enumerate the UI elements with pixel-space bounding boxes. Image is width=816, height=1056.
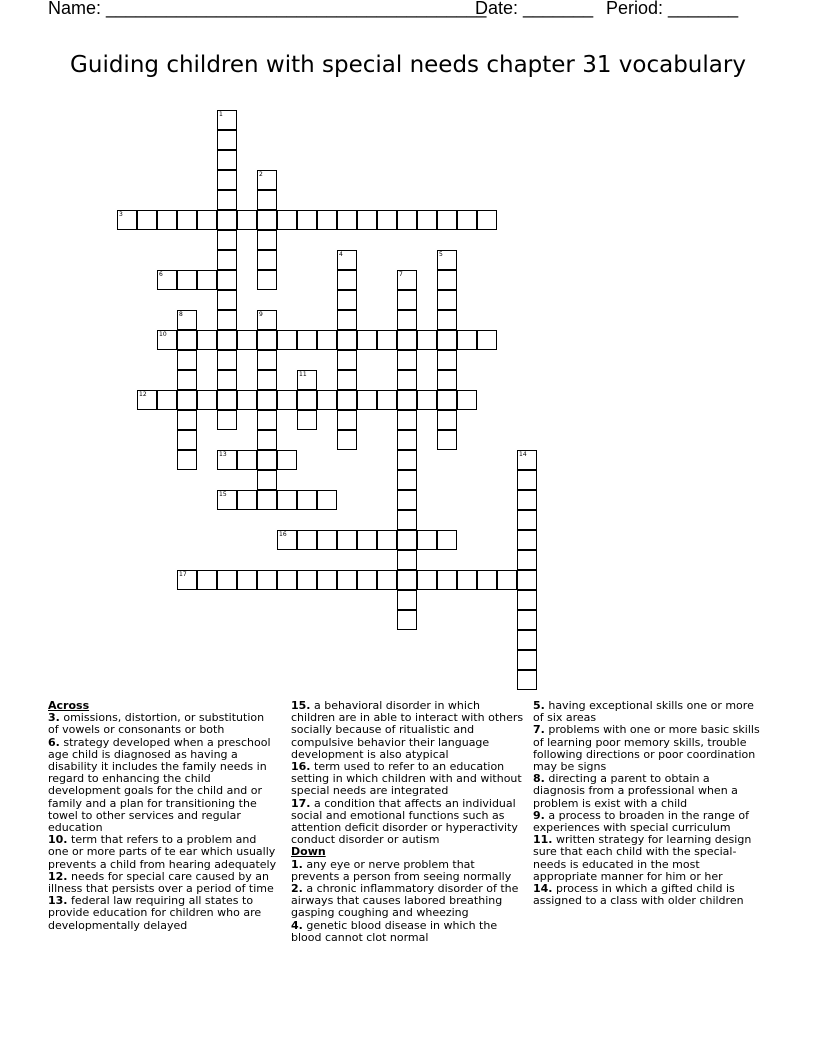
grid-cell[interactable] <box>397 310 417 330</box>
grid-cell[interactable] <box>517 450 537 470</box>
clue-number: 4 <box>339 251 343 258</box>
grid-cell[interactable] <box>357 330 377 350</box>
grid-cell[interactable] <box>397 550 417 570</box>
grid-cell[interactable] <box>257 210 277 230</box>
grid-cell[interactable] <box>477 330 497 350</box>
grid-cell[interactable] <box>257 170 277 190</box>
clue-across-16: 16. term used to refer to an education setting in which children with and without special needs are integrated <box>291 760 522 798</box>
clue-number: 15 <box>219 491 227 498</box>
grid-cell[interactable] <box>517 630 537 650</box>
grid-cell[interactable] <box>297 490 317 510</box>
grid-cell[interactable] <box>257 570 277 590</box>
grid-cell[interactable] <box>177 410 197 430</box>
grid-cell[interactable] <box>217 210 237 230</box>
grid-cell[interactable] <box>437 330 457 350</box>
clue-number: 3 <box>119 211 123 218</box>
grid-cell[interactable] <box>397 570 417 590</box>
grid-cell[interactable] <box>297 530 317 550</box>
grid-cell[interactable] <box>397 290 417 310</box>
clue-across-17: 17. a condition that affects an individual social and emotional functions such as attention deficit disorder or hyperactivity conduct disorder or autism <box>291 796 518 847</box>
grid-cell[interactable] <box>257 410 277 430</box>
grid-cell[interactable] <box>457 390 477 410</box>
grid-cell[interactable] <box>177 390 197 410</box>
grid-cell[interactable] <box>397 330 417 350</box>
grid-cell[interactable] <box>237 390 257 410</box>
grid-cell[interactable] <box>457 330 477 350</box>
grid-cell[interactable] <box>257 390 277 410</box>
grid-cell[interactable] <box>277 490 297 510</box>
grid-cell[interactable] <box>297 390 317 410</box>
grid-cell[interactable] <box>197 210 217 230</box>
clue-down-4: 4. genetic blood disease in which the blood cannot clot normal <box>291 918 498 944</box>
grid-cell[interactable] <box>437 390 457 410</box>
grid-cell[interactable] <box>357 570 377 590</box>
grid-cell[interactable] <box>457 570 477 590</box>
grid-cell[interactable] <box>157 390 177 410</box>
clue-across-15: 15. a behavioral disorder in which children are in able to interact with others socially because of ritualistic and compulsive behavior their language development is also atypical <box>291 699 524 761</box>
grid-cell[interactable] <box>277 450 297 470</box>
grid-cell[interactable] <box>517 510 537 530</box>
name-field-label[interactable]: Name: ______________________________________ <box>48 0 487 18</box>
grid-cell[interactable] <box>517 610 537 630</box>
clue-number: 16 <box>279 531 287 538</box>
grid-cell[interactable] <box>337 430 357 450</box>
grid-cell[interactable] <box>437 290 457 310</box>
grid-cell[interactable] <box>517 590 537 610</box>
grid-cell[interactable] <box>217 110 237 130</box>
grid-cell[interactable] <box>337 310 357 330</box>
grid-cell[interactable] <box>377 330 397 350</box>
grid-cell[interactable] <box>497 570 517 590</box>
grid-cell[interactable] <box>237 490 257 510</box>
grid-cell[interactable] <box>417 390 437 410</box>
grid-cell[interactable] <box>217 130 237 150</box>
grid-cell[interactable] <box>217 190 237 210</box>
grid-cell[interactable] <box>197 570 217 590</box>
grid-cell[interactable] <box>437 210 457 230</box>
grid-cell[interactable] <box>477 210 497 230</box>
grid-cell[interactable] <box>437 530 457 550</box>
grid-cell[interactable] <box>237 450 257 470</box>
period-field-label[interactable]: Period: _______ <box>606 0 739 18</box>
grid-cell[interactable] <box>517 470 537 490</box>
grid-cell[interactable] <box>337 370 357 390</box>
grid-cell[interactable] <box>157 330 177 350</box>
clue-number: 17 <box>179 571 187 578</box>
grid-cell[interactable] <box>297 210 317 230</box>
grid-cell[interactable] <box>437 250 457 270</box>
grid-cell[interactable] <box>357 390 377 410</box>
grid-cell[interactable] <box>437 270 457 290</box>
grid-cell[interactable] <box>417 570 437 590</box>
grid-cell[interactable] <box>297 370 317 390</box>
grid-cell[interactable] <box>197 270 217 290</box>
grid-cell[interactable] <box>217 230 237 250</box>
grid-cell[interactable] <box>217 410 237 430</box>
clue-across-12: 12. needs for special care caused by an illness that persists over a period of time <box>48 869 274 896</box>
grid-cell[interactable] <box>277 210 297 230</box>
grid-cell[interactable] <box>217 570 237 590</box>
grid-cell[interactable] <box>217 170 237 190</box>
clue-number: 6 <box>159 271 163 278</box>
clue-number: 14 <box>519 451 527 458</box>
grid-cell[interactable] <box>177 330 197 350</box>
grid-cell[interactable] <box>417 330 437 350</box>
grid-cell[interactable] <box>377 530 397 550</box>
grid-cell[interactable] <box>337 250 357 270</box>
clue-down-8: 8. directing a parent to obtain a diagnosis from a professional when a problem is exist with a child <box>533 772 738 810</box>
grid-cell[interactable] <box>217 490 237 510</box>
clue-down-5: 5. having exceptional skills one or more of six areas <box>533 699 754 725</box>
grid-cell[interactable] <box>337 270 357 290</box>
grid-cell[interactable] <box>257 490 277 510</box>
grid-cell[interactable] <box>217 370 237 390</box>
grid-cell[interactable] <box>277 390 297 410</box>
grid-cell[interactable] <box>477 570 497 590</box>
grid-cell[interactable] <box>117 210 137 230</box>
grid-cell[interactable] <box>297 330 317 350</box>
grid-cell[interactable] <box>397 450 417 470</box>
grid-cell[interactable] <box>317 330 337 350</box>
grid-cell[interactable] <box>517 550 537 570</box>
grid-cell[interactable] <box>257 350 277 370</box>
grid-cell[interactable] <box>197 330 217 350</box>
grid-cell[interactable] <box>257 430 277 450</box>
grid-cell[interactable] <box>517 670 537 690</box>
grid-cell[interactable] <box>397 510 417 530</box>
grid-cell[interactable] <box>337 210 357 230</box>
grid-cell[interactable] <box>397 210 417 230</box>
grid-cell[interactable] <box>177 430 197 450</box>
grid-cell[interactable] <box>257 370 277 390</box>
grid-cell[interactable] <box>417 210 437 230</box>
grid-cell[interactable] <box>217 390 237 410</box>
grid-cell[interactable] <box>177 570 197 590</box>
grid-cell[interactable] <box>157 270 177 290</box>
grid-cell[interactable] <box>257 270 277 290</box>
grid-cell[interactable] <box>437 370 457 390</box>
grid-cell[interactable] <box>337 570 357 590</box>
grid-cell[interactable] <box>237 330 257 350</box>
grid-cell[interactable] <box>357 530 377 550</box>
clue-number: 2 <box>259 171 263 178</box>
grid-cell[interactable] <box>317 390 337 410</box>
grid-cell[interactable] <box>257 330 277 350</box>
grid-cell[interactable] <box>337 410 357 430</box>
grid-cell[interactable] <box>317 530 337 550</box>
clue-down-14: 14. process in which a gifted child is assigned to a class with older children <box>533 882 744 908</box>
grid-cell[interactable] <box>437 430 457 450</box>
grid-cell[interactable] <box>157 210 177 230</box>
grid-cell[interactable] <box>337 530 357 550</box>
grid-cell[interactable] <box>317 490 337 510</box>
grid-cell[interactable] <box>217 350 237 370</box>
grid-cell[interactable] <box>517 570 537 590</box>
grid-cell[interactable] <box>437 350 457 370</box>
grid-cell[interactable] <box>377 570 397 590</box>
grid-cell[interactable] <box>337 350 357 370</box>
clue-across-6: 6. strategy developed when a preschool age child is diagnosed as having a disability it includes the family needs in regard to enhancing the child development goals for the child and or family and a plan for transitioning the towel to other services and regular education <box>48 735 271 835</box>
clues-column-3 <box>533 700 763 907</box>
grid-cell[interactable] <box>397 590 417 610</box>
clues-column-2 <box>291 700 526 944</box>
grid-cell[interactable] <box>277 530 297 550</box>
grid-cell[interactable] <box>137 210 157 230</box>
clue-number: 13 <box>219 451 227 458</box>
grid-cell[interactable] <box>257 310 277 330</box>
grid-cell[interactable] <box>517 490 537 510</box>
clue-down-11: 11. written strategy for learning design sure that each child with the special-needs is educated in the most appropriate manner for him or her <box>533 833 752 883</box>
clue-number: 7 <box>399 271 403 278</box>
grid-cell[interactable] <box>397 390 417 410</box>
grid-cell[interactable] <box>397 270 417 290</box>
grid-cell[interactable] <box>517 530 537 550</box>
grid-cell[interactable] <box>297 410 317 430</box>
grid-cell[interactable] <box>457 210 477 230</box>
clue-number: 12 <box>139 391 147 398</box>
grid-cell[interactable] <box>217 290 237 310</box>
date-field-label[interactable]: Date: _______ <box>475 0 594 18</box>
clue-number: 9 <box>259 311 263 318</box>
grid-cell[interactable] <box>177 270 197 290</box>
clue-down-7: 7. problems with one or more basic skills of learning poor memory skills, trouble following directions or poor coordination may be signs <box>533 723 760 774</box>
grid-cell[interactable] <box>517 650 537 670</box>
grid-cell[interactable] <box>197 390 217 410</box>
grid-cell[interactable] <box>177 210 197 230</box>
clue-number: 5 <box>439 251 443 258</box>
grid-cell[interactable] <box>397 410 417 430</box>
grid-cell[interactable] <box>237 570 257 590</box>
grid-cell[interactable] <box>397 430 417 450</box>
page-title: Guiding children with special needs chapter 31 vocabulary <box>70 52 746 78</box>
grid-cell[interactable] <box>377 390 397 410</box>
grid-cell[interactable] <box>377 210 397 230</box>
grid-cell[interactable] <box>397 610 417 630</box>
grid-cell[interactable] <box>397 490 417 510</box>
clue-across-13: 13. federal law requiring all states to provide education for children who are developmentally delayed <box>48 894 262 932</box>
clue-down-1: 1. any eye or nerve problem that prevents a person from seeing normally <box>291 857 512 883</box>
grid-cell[interactable] <box>417 530 437 550</box>
grid-cell[interactable] <box>297 570 317 590</box>
grid-cell[interactable] <box>277 570 297 590</box>
across-heading: Across <box>48 699 90 712</box>
grid-cell[interactable] <box>257 230 277 250</box>
grid-cell[interactable] <box>337 330 357 350</box>
grid-cell[interactable] <box>437 410 457 430</box>
grid-cell[interactable] <box>177 450 197 470</box>
grid-cell[interactable] <box>337 390 357 410</box>
grid-cell[interactable] <box>137 390 157 410</box>
grid-cell[interactable] <box>397 470 417 490</box>
grid-cell[interactable] <box>217 450 237 470</box>
grid-cell[interactable] <box>317 210 337 230</box>
grid-cell[interactable] <box>397 530 417 550</box>
clue-number: 10 <box>159 331 167 338</box>
grid-cell[interactable] <box>397 370 417 390</box>
grid-cell[interactable] <box>397 350 417 370</box>
grid-cell[interactable] <box>437 570 457 590</box>
clue-down-2: 2. a chronic inflammatory disorder of the airways that causes labored breathing gasping coughing and wheezing <box>291 882 519 920</box>
grid-cell[interactable] <box>257 190 277 210</box>
clue-down-9: 9. a process to broaden in the range of experiences with special curriculum <box>533 808 749 835</box>
grid-cell[interactable] <box>257 470 277 490</box>
grid-cell[interactable] <box>217 310 237 330</box>
clues-column-1 <box>48 700 278 932</box>
clue-number: 8 <box>179 311 183 318</box>
grid-cell[interactable] <box>317 570 337 590</box>
grid-cell[interactable] <box>217 250 237 270</box>
grid-cell[interactable] <box>357 210 377 230</box>
grid-cell[interactable] <box>177 370 197 390</box>
clue-across-3: 3. omissions, distortion, or substitution of vowels or consonants or both <box>48 711 265 737</box>
grid-cell[interactable] <box>257 450 277 470</box>
grid-cell[interactable] <box>177 310 197 330</box>
grid-cell[interactable] <box>217 330 237 350</box>
grid-cell[interactable] <box>337 290 357 310</box>
grid-cell[interactable] <box>177 350 197 370</box>
grid-cell[interactable] <box>257 250 277 270</box>
clue-number: 11 <box>299 371 307 378</box>
clue-across-10: 10. term that refers to a problem and one or more parts of te ear which usually prevents a child from hearing adequately <box>48 833 277 871</box>
down-heading: Down <box>291 845 326 859</box>
grid-cell[interactable] <box>217 150 237 170</box>
grid-cell[interactable] <box>237 210 257 230</box>
grid-cell[interactable] <box>277 330 297 350</box>
clue-number: 1 <box>219 111 223 118</box>
grid-cell[interactable] <box>217 270 237 290</box>
grid-cell[interactable] <box>437 310 457 330</box>
